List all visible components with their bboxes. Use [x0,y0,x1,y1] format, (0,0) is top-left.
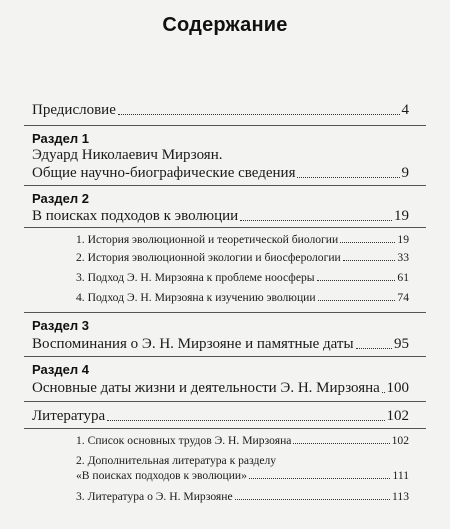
toc-subentry-page: 74 [397,291,409,304]
toc-subentry-text: 1. История эволюционной и теоретической биологии [76,233,339,246]
dot-leader [235,499,390,500]
dot-leader [118,114,400,115]
toc-subentry-text: 2. История эволюционной экологии и биосферологии [76,251,341,264]
toc-subentry [76,290,409,305]
toc-entry-text: Воспоминания о Э. Н. Мирзояне и памятные даты [32,336,354,352]
page-title: Содержание [162,14,288,36]
section-heading: Раздел 4 [32,362,89,377]
toc-entry-page: 102 [386,408,409,424]
toc-entry-page: 100 [386,380,409,396]
section-heading: Раздел 1 [32,131,89,146]
toc-entry-page: 9 [401,165,409,181]
toc-entry-page: 19 [394,208,409,224]
toc-subentry-text: «В поисках подходов к эволюции» [76,469,247,482]
toc-entry-section3 [32,335,409,353]
toc-subentry-page: 61 [397,271,409,284]
dot-leader [293,443,389,444]
toc-subentry-page: 113 [392,490,409,503]
dot-leader [249,478,391,479]
toc-entry-text: Общие научно-биографические сведения [32,165,296,181]
toc-entry-text: Эдуард Николаевич Мирзоян. [32,147,223,163]
dot-leader [382,392,385,393]
toc-subentry-text: 3. Подход Э. Н. Мирзояна к проблеме ноосферы [76,271,315,284]
toc-subentry-page: 19 [397,233,409,246]
dot-leader [356,348,392,349]
toc-subentry [76,270,409,285]
toc-subentry [76,433,409,448]
toc-entry-section1 [32,164,409,182]
toc-entry-text: Основные даты жизни и деятельности Э. Н. Мирзояна [32,380,380,396]
toc-subentry-text: 1. Список основных трудов Э. Н. Мирзояна [76,434,292,447]
dot-leader [107,420,384,421]
divider [24,312,426,313]
section-heading: Раздел 2 [32,191,89,206]
toc-entry-text: Литература [32,408,106,424]
divider [24,356,426,357]
toc-subentry-page: 102 [391,434,409,447]
dot-leader [240,220,392,221]
toc-entry-section2 [32,207,409,225]
dot-leader [318,300,396,301]
toc-subentry-text: 4. Подход Э. Н. Мирзояна к изучению эволюции [76,291,316,304]
toc-subentry [76,489,409,504]
dot-leader [343,260,396,261]
divider [24,428,426,429]
toc-entry-text: Предисловие [32,102,116,118]
toc-subentry [76,468,409,483]
dot-leader [340,242,395,243]
toc-entry-page: 95 [394,336,409,352]
toc-entry-section4 [32,379,409,397]
dot-leader [297,177,399,178]
toc-entry-literature [32,407,409,425]
divider [24,401,426,402]
toc-subentry-page: 111 [392,469,409,482]
toc-subentry-text: 2. Дополнительная литература к разделу [76,454,277,467]
dot-leader [317,280,396,281]
divider [24,185,426,186]
toc-subentry [76,232,409,247]
section-heading: Раздел 3 [32,318,89,333]
toc-subentry-page: 33 [397,251,409,264]
divider [24,125,426,126]
toc-subentry-text: 3. Литература о Э. Н. Мирзояне [76,490,233,503]
divider [24,227,426,228]
toc-entry-page: 4 [401,102,409,118]
toc-subentry [76,250,409,265]
toc-entry-text: В поисках подходов к эволюции [32,208,239,224]
toc-entry-preface [32,101,409,119]
